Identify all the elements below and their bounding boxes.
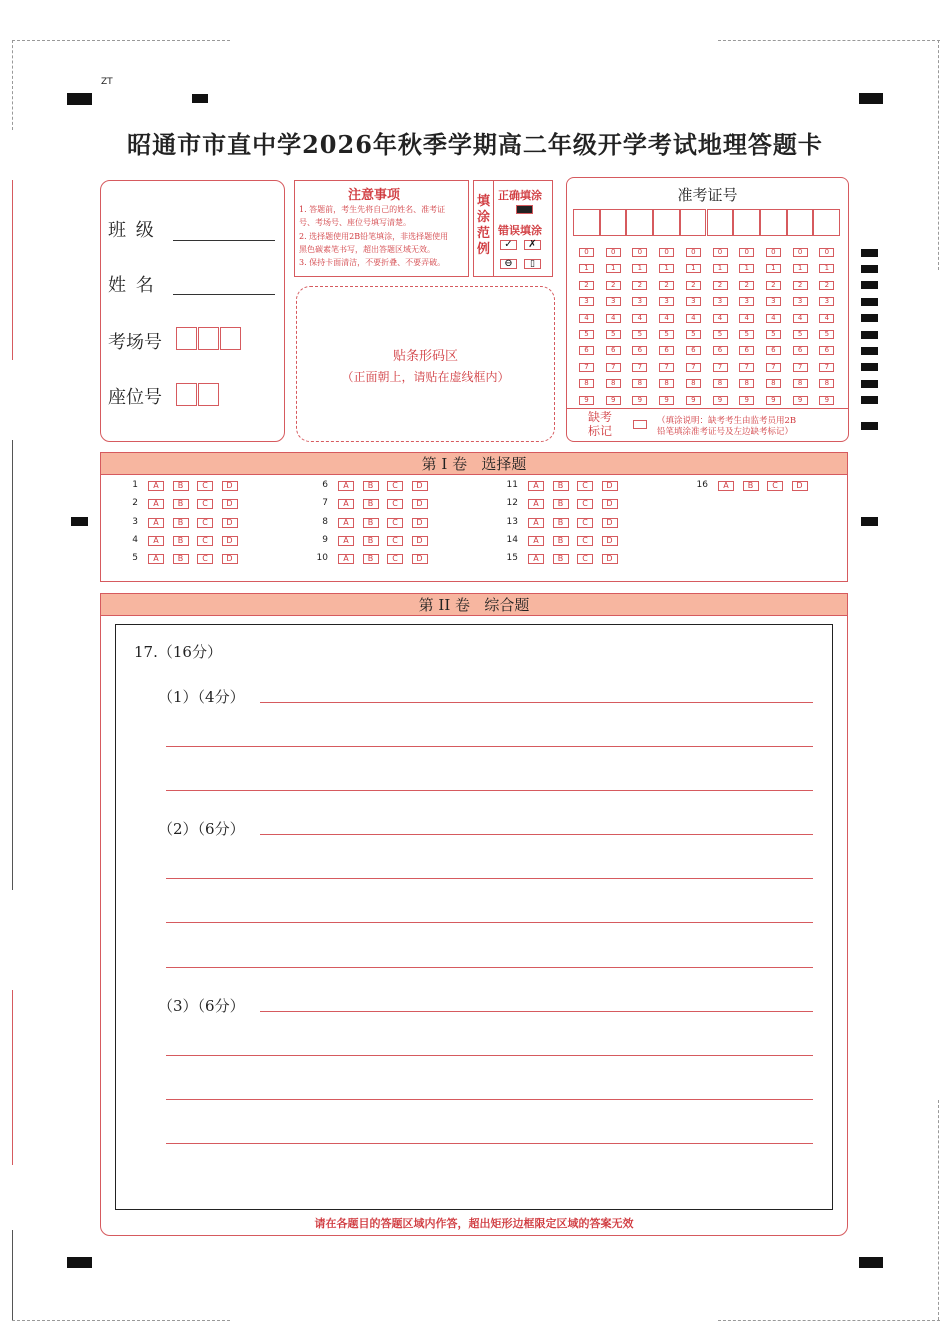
exam-id-digit-bubble[interactable]: 6 (632, 346, 647, 355)
barcode-hint: （正面朝上，请贴在虚线框内） (341, 370, 510, 384)
cut-guide-top-right (718, 40, 940, 41)
cut-guide-top-left (12, 40, 230, 41)
exam-id-digit-bubble[interactable]: 1 (766, 264, 781, 273)
option-bubble[interactable]: D (602, 536, 618, 546)
answer-line[interactable] (166, 1099, 813, 1100)
part-1-label: （1）（4分） (158, 688, 245, 706)
option-bubble[interactable]: C (577, 481, 593, 491)
exam-id-digit-bubble[interactable]: 5 (686, 330, 701, 339)
notice-line: 黑色碳素笔书写，超出答题区域无效。 (299, 245, 435, 254)
exam-id-digit-bubble[interactable]: 4 (819, 314, 834, 323)
exam-id-digit-bubble[interactable]: 8 (713, 379, 728, 388)
exam-id-digit-bubble[interactable]: 0 (659, 248, 674, 257)
exam-id-digit-bubble[interactable]: 4 (766, 314, 781, 323)
correct-fill-sample (516, 205, 533, 214)
absent-note-line: （填涂说明：缺考考生由监考员用2B (657, 416, 797, 426)
exam-id-title: 准考证号 (677, 186, 738, 204)
name-label: 姓 名 (108, 275, 156, 296)
cut-guide-bottom-right (718, 1320, 940, 1321)
answer-line[interactable] (166, 1055, 813, 1056)
wrong-fill-strike-icon: ⊖ (500, 259, 517, 269)
question-number: 3 (132, 516, 138, 527)
exam-id-digit-bubble[interactable]: 9 (739, 396, 754, 405)
option-bubble[interactable]: C (197, 536, 213, 546)
cut-guide-right-bottom (938, 1100, 939, 1320)
option-bubble[interactable]: B (173, 554, 189, 564)
option-bubble[interactable]: B (363, 518, 379, 528)
option-bubble[interactable]: A (528, 536, 544, 546)
exam-id-digit-bubble[interactable]: 8 (819, 379, 834, 388)
exam-id-digit-bubble[interactable]: 8 (606, 379, 621, 388)
fill-example-divider (493, 180, 494, 277)
option-bubble[interactable]: C (387, 499, 403, 509)
option-bubble[interactable]: B (553, 499, 569, 509)
exam-id-digit-bubble[interactable]: 4 (632, 314, 647, 323)
exam-id-digit-bubble[interactable]: 2 (793, 281, 808, 290)
option-bubble[interactable]: D (602, 554, 618, 564)
notice-line: 2. 选择题使用2B铅笔填涂，非选择题使用 (299, 232, 449, 241)
position-mark (861, 517, 878, 526)
timing-mark (861, 298, 878, 306)
exam-id-digit-bubble[interactable]: 7 (579, 363, 594, 372)
cut-guide-left (12, 40, 13, 130)
question-number: 10 (316, 553, 328, 564)
option-bubble[interactable]: D (222, 499, 238, 509)
option-bubble[interactable]: A (148, 554, 164, 564)
option-bubble[interactable]: A (528, 554, 544, 564)
exam-id-digit-bubble[interactable]: 3 (579, 297, 594, 306)
exam-id-digit-bubble[interactable]: 1 (579, 264, 594, 273)
exam-id-digit-bubble[interactable]: 5 (632, 330, 647, 339)
question-number: 5 (132, 553, 138, 564)
edge-line (12, 1230, 13, 1320)
option-bubble[interactable]: A (528, 481, 544, 491)
exam-id-write-box[interactable] (813, 209, 840, 236)
exam-id-write-box[interactable] (680, 209, 707, 236)
position-mark (71, 517, 88, 526)
option-bubble[interactable]: A (338, 536, 354, 546)
timing-mark (861, 265, 878, 273)
absent-divider (566, 408, 849, 409)
exam-id-digit-bubble[interactable]: 7 (819, 363, 834, 372)
page-title: 昭通市市直中学2026年秋季学期高二年级开学考试地理答题卡 (127, 130, 823, 159)
answer-line[interactable] (260, 702, 813, 703)
option-bubble[interactable]: B (173, 499, 189, 509)
part-3-label: （3）（6分） (158, 997, 245, 1015)
room-digit-box[interactable] (176, 327, 197, 350)
exam-id-digit-bubble[interactable]: 1 (713, 264, 728, 273)
question-number: 14 (506, 534, 518, 545)
exam-id-digit-bubble[interactable]: 5 (606, 330, 621, 339)
exam-id-digit-bubble[interactable]: 6 (606, 346, 621, 355)
timing-mark (861, 396, 878, 404)
absent-note-line: 铅笔填涂准考证号及左边缺考标记） (657, 427, 794, 437)
edge-line (12, 440, 13, 890)
barcode-area (296, 286, 555, 442)
exam-id-digit-bubble[interactable]: 6 (793, 346, 808, 355)
option-bubble[interactable]: C (577, 499, 593, 509)
question-number: 6 (322, 480, 328, 490)
exam-id-digit-bubble[interactable]: 1 (606, 264, 621, 273)
seat-digit-box[interactable] (176, 383, 197, 406)
footer-note: 请在各题目的答题区域内作答，超出矩形边框限定区域的答案无效 (314, 1217, 634, 1230)
option-bubble[interactable]: A (148, 499, 164, 509)
question-number: 2 (132, 498, 138, 509)
option-bubble[interactable]: A (528, 499, 544, 509)
option-bubble[interactable]: D (602, 499, 618, 509)
exam-id-write-box[interactable] (787, 209, 814, 236)
position-mark (859, 1257, 883, 1268)
exam-id-digit-bubble[interactable]: 9 (793, 396, 808, 405)
correct-fill-label: 正确填涂 (498, 189, 542, 202)
exam-id-digit-bubble[interactable]: 0 (766, 248, 781, 257)
exam-id-digit-bubble[interactable]: 4 (659, 314, 674, 323)
exam-id-digit-bubble[interactable]: 1 (632, 264, 647, 273)
exam-id-digit-bubble[interactable]: 8 (579, 379, 594, 388)
exam-id-digit-bubble[interactable]: 0 (632, 248, 647, 257)
option-bubble[interactable]: C (387, 536, 403, 546)
exam-id-digit-bubble[interactable]: 1 (793, 264, 808, 273)
answer-line[interactable] (166, 790, 813, 791)
option-bubble[interactable]: D (412, 499, 428, 509)
class-field[interactable] (173, 240, 275, 241)
exam-id-digit-bubble[interactable]: 8 (739, 379, 754, 388)
option-bubble[interactable]: C (197, 499, 213, 509)
timing-mark (861, 363, 878, 371)
answer-frame (115, 624, 833, 1210)
exam-id-digit-bubble[interactable]: 2 (579, 281, 594, 290)
exam-id-digit-bubble[interactable]: 5 (659, 330, 674, 339)
room-digit-box[interactable] (220, 327, 241, 350)
exam-id-digit-bubble[interactable]: 6 (819, 346, 834, 355)
exam-id-digit-bubble[interactable]: 4 (793, 314, 808, 323)
exam-id-write-box[interactable] (626, 209, 653, 236)
timing-mark (861, 314, 878, 322)
exam-id-write-box[interactable] (707, 209, 734, 236)
option-bubble[interactable]: A (528, 518, 544, 528)
part-2-label: （2）（6分） (158, 820, 245, 838)
section1-header: 第 I 卷 选择题 (100, 452, 848, 475)
exam-id-digit-bubble[interactable]: 7 (713, 363, 728, 372)
option-bubble[interactable]: C (387, 481, 403, 491)
exam-id-digit-bubble[interactable]: 2 (713, 281, 728, 290)
exam-id-digit-bubble[interactable]: 8 (686, 379, 701, 388)
position-mark (67, 93, 92, 105)
exam-id-digit-bubble[interactable]: 7 (793, 363, 808, 372)
timing-mark (861, 422, 878, 430)
answer-line[interactable] (166, 967, 813, 968)
exam-id-digit-bubble[interactable]: 6 (713, 346, 728, 355)
exam-id-digit-bubble[interactable]: 0 (739, 248, 754, 257)
question-number: 16 (696, 480, 708, 490)
notice-line: 号、考场号、座位号填写清楚。 (299, 218, 411, 227)
exam-id-digit-bubble[interactable]: 3 (659, 297, 674, 306)
option-bubble[interactable]: A (148, 481, 164, 491)
exam-id-write-box[interactable] (653, 209, 680, 236)
exam-id-digit-bubble[interactable]: 3 (606, 297, 621, 306)
option-bubble[interactable]: B (743, 481, 759, 491)
exam-id-digit-bubble[interactable]: 1 (659, 264, 674, 273)
exam-id-digit-bubble[interactable]: 5 (579, 330, 594, 339)
class-label: 班 级 (108, 220, 156, 241)
option-bubble[interactable]: A (718, 481, 734, 491)
exam-id-digit-bubble[interactable]: 2 (606, 281, 621, 290)
wrong-fill-cross-icon: ✗ (524, 240, 541, 250)
absent-mark-box[interactable] (633, 420, 647, 429)
edge-line (12, 180, 13, 360)
exam-id-write-box[interactable] (600, 209, 627, 236)
option-bubble[interactable]: C (577, 518, 593, 528)
position-mark (67, 1257, 92, 1268)
option-bubble[interactable]: D (222, 481, 238, 491)
room-digit-box[interactable] (198, 327, 219, 350)
exam-id-digit-bubble[interactable]: 0 (793, 248, 808, 257)
exam-id-digit-bubble[interactable]: 6 (659, 346, 674, 355)
exam-id-digit-bubble[interactable]: 4 (739, 314, 754, 323)
option-bubble[interactable]: A (338, 518, 354, 528)
exam-id-digit-bubble[interactable]: 2 (659, 281, 674, 290)
exam-id-write-box[interactable] (573, 209, 600, 236)
exam-id-digit-bubble[interactable]: 3 (766, 297, 781, 306)
question-17-title: 17.（16分） (134, 643, 222, 661)
position-mark (859, 93, 883, 104)
timing-mark (861, 380, 878, 388)
question-number: 9 (322, 534, 328, 545)
exam-id-digit-bubble[interactable]: 9 (579, 396, 594, 405)
exam-id-digit-bubble[interactable]: 7 (632, 363, 647, 372)
question-number: 12 (506, 498, 518, 509)
exam-id-digit-bubble[interactable]: 3 (713, 297, 728, 306)
exam-id-digit-bubble[interactable]: 9 (713, 396, 728, 405)
option-bubble[interactable]: D (222, 554, 238, 564)
option-bubble[interactable]: C (577, 536, 593, 546)
answer-line[interactable] (166, 878, 813, 879)
exam-id-digit-bubble[interactable]: 4 (686, 314, 701, 323)
exam-id-digit-bubble[interactable]: 8 (793, 379, 808, 388)
room-label: 考场号 (108, 332, 162, 353)
option-bubble[interactable]: B (173, 536, 189, 546)
option-bubble[interactable]: B (173, 518, 189, 528)
option-bubble[interactable]: D (412, 518, 428, 528)
exam-id-digit-bubble[interactable]: 9 (659, 396, 674, 405)
exam-id-digit-bubble[interactable]: 6 (686, 346, 701, 355)
exam-id-digit-bubble[interactable]: 7 (659, 363, 674, 372)
exam-id-digit-bubble[interactable]: 7 (686, 363, 701, 372)
section2-header: 第 II 卷 综合题 (100, 593, 848, 616)
exam-id-digit-bubble[interactable]: 9 (819, 396, 834, 405)
option-bubble[interactable]: B (173, 481, 189, 491)
option-bubble[interactable]: C (387, 518, 403, 528)
wrong-fill-label: 错误填涂 (498, 224, 542, 237)
seat-label: 座位号 (108, 387, 162, 408)
option-bubble[interactable]: D (412, 536, 428, 546)
answer-line[interactable] (166, 746, 813, 747)
option-bubble[interactable]: D (222, 536, 238, 546)
exam-id-digit-bubble[interactable]: 0 (713, 248, 728, 257)
question-number: 4 (132, 534, 138, 545)
option-bubble[interactable]: B (553, 554, 569, 564)
exam-id-digit-bubble[interactable]: 8 (766, 379, 781, 388)
exam-id-write-box[interactable] (733, 209, 760, 236)
question-number: 1 (132, 480, 138, 490)
option-bubble[interactable]: D (792, 481, 808, 491)
absent-label: 缺考标记 (588, 410, 613, 438)
exam-id-digit-bubble[interactable]: 1 (739, 264, 754, 273)
option-bubble[interactable]: C (767, 481, 783, 491)
exam-id-digit-bubble[interactable]: 5 (739, 330, 754, 339)
barcode-label: 贴条形码区 (392, 349, 458, 364)
answer-line[interactable] (260, 834, 813, 835)
exam-id-digit-bubble[interactable]: 1 (819, 264, 834, 273)
option-bubble[interactable]: A (148, 536, 164, 546)
exam-id-digit-bubble[interactable]: 9 (606, 396, 621, 405)
answer-line[interactable] (260, 1011, 813, 1012)
timing-mark (861, 281, 878, 289)
option-bubble[interactable]: D (412, 554, 428, 564)
exam-id-digit-bubble[interactable]: 8 (659, 379, 674, 388)
option-bubble[interactable]: D (602, 481, 618, 491)
option-bubble[interactable]: A (148, 518, 164, 528)
form-code: ZT (101, 77, 113, 87)
option-bubble[interactable]: D (412, 481, 428, 491)
wrong-fill-check-icon: ✓ (500, 240, 517, 250)
exam-id-digit-bubble[interactable]: 7 (766, 363, 781, 372)
option-bubble[interactable]: B (363, 499, 379, 509)
option-bubble[interactable]: C (197, 554, 213, 564)
notice-line: 3. 保持卡面清洁，不要折叠、不要弄破。 (299, 258, 446, 267)
notice-title: 注意事项 (348, 188, 401, 203)
exam-id-digit-bubble[interactable]: 0 (819, 248, 834, 257)
option-bubble[interactable]: A (338, 499, 354, 509)
exam-id-digit-bubble[interactable]: 0 (579, 248, 594, 257)
exam-id-digit-bubble[interactable]: 5 (713, 330, 728, 339)
position-mark (192, 94, 208, 103)
answer-line[interactable] (166, 922, 813, 923)
option-bubble[interactable]: D (602, 518, 618, 528)
question-number: 13 (506, 516, 518, 527)
option-bubble[interactable]: C (577, 554, 593, 564)
exam-id-digit-bubble[interactable]: 9 (766, 396, 781, 405)
option-bubble[interactable]: A (338, 481, 354, 491)
option-bubble[interactable]: B (553, 518, 569, 528)
name-field[interactable] (173, 294, 275, 295)
question-number: 15 (506, 553, 518, 564)
exam-id-digit-bubble[interactable]: 2 (632, 281, 647, 290)
exam-id-digit-bubble[interactable]: 9 (686, 396, 701, 405)
timing-mark (861, 347, 878, 355)
option-bubble[interactable]: A (338, 554, 354, 564)
exam-id-digit-bubble[interactable]: 3 (632, 297, 647, 306)
exam-id-digit-bubble[interactable]: 7 (739, 363, 754, 372)
exam-id-digit-bubble[interactable]: 2 (819, 281, 834, 290)
exam-id-digit-bubble[interactable]: 0 (686, 248, 701, 257)
exam-id-digit-bubble[interactable]: 1 (686, 264, 701, 273)
exam-id-digit-bubble[interactable]: 2 (739, 281, 754, 290)
fill-example-label: 填涂范例 (477, 194, 491, 257)
exam-id-digit-bubble[interactable]: 5 (819, 330, 834, 339)
option-bubble[interactable]: B (553, 481, 569, 491)
cut-guide-bottom-left (12, 1320, 230, 1321)
option-bubble[interactable]: C (387, 554, 403, 564)
exam-id-digit-bubble[interactable]: 0 (606, 248, 621, 257)
exam-id-digit-bubble[interactable]: 3 (793, 297, 808, 306)
timing-mark (861, 331, 878, 339)
answer-line[interactable] (166, 1143, 813, 1144)
option-bubble[interactable]: C (197, 481, 213, 491)
notice-line: 1. 答题前，考生先将自己的姓名、准考证 (299, 205, 446, 214)
option-bubble[interactable]: B (553, 536, 569, 546)
exam-id-digit-bubble[interactable]: 3 (739, 297, 754, 306)
exam-id-digit-bubble[interactable]: 7 (606, 363, 621, 372)
option-bubble[interactable]: C (197, 518, 213, 528)
option-bubble[interactable]: B (363, 536, 379, 546)
exam-id-digit-bubble[interactable]: 2 (766, 281, 781, 290)
exam-id-digit-bubble[interactable]: 2 (686, 281, 701, 290)
exam-id-digit-bubble[interactable]: 9 (632, 396, 647, 405)
question-number: 11 (506, 480, 518, 490)
exam-id-digit-bubble[interactable]: 6 (766, 346, 781, 355)
wrong-fill-partial-icon: ▯ (524, 259, 541, 269)
option-bubble[interactable]: D (222, 518, 238, 528)
exam-id-digit-bubble[interactable]: 6 (579, 346, 594, 355)
exam-id-digit-bubble[interactable]: 4 (579, 314, 594, 323)
question-number: 8 (322, 516, 328, 527)
exam-id-digit-bubble[interactable]: 6 (739, 346, 754, 355)
exam-id-digit-bubble[interactable]: 4 (606, 314, 621, 323)
exam-id-digit-bubble[interactable]: 5 (766, 330, 781, 339)
timing-mark (861, 249, 878, 257)
option-bubble[interactable]: B (363, 481, 379, 491)
exam-id-write-box[interactable] (760, 209, 787, 236)
option-bubble[interactable]: B (363, 554, 379, 564)
exam-id-digit-bubble[interactable]: 3 (819, 297, 834, 306)
edge-line (12, 990, 13, 1165)
exam-id-digit-bubble[interactable]: 8 (632, 379, 647, 388)
question-number: 7 (322, 498, 328, 509)
exam-id-digit-bubble[interactable]: 3 (686, 297, 701, 306)
seat-digit-box[interactable] (198, 383, 219, 406)
exam-id-digit-bubble[interactable]: 4 (713, 314, 728, 323)
exam-id-digit-bubble[interactable]: 5 (793, 330, 808, 339)
